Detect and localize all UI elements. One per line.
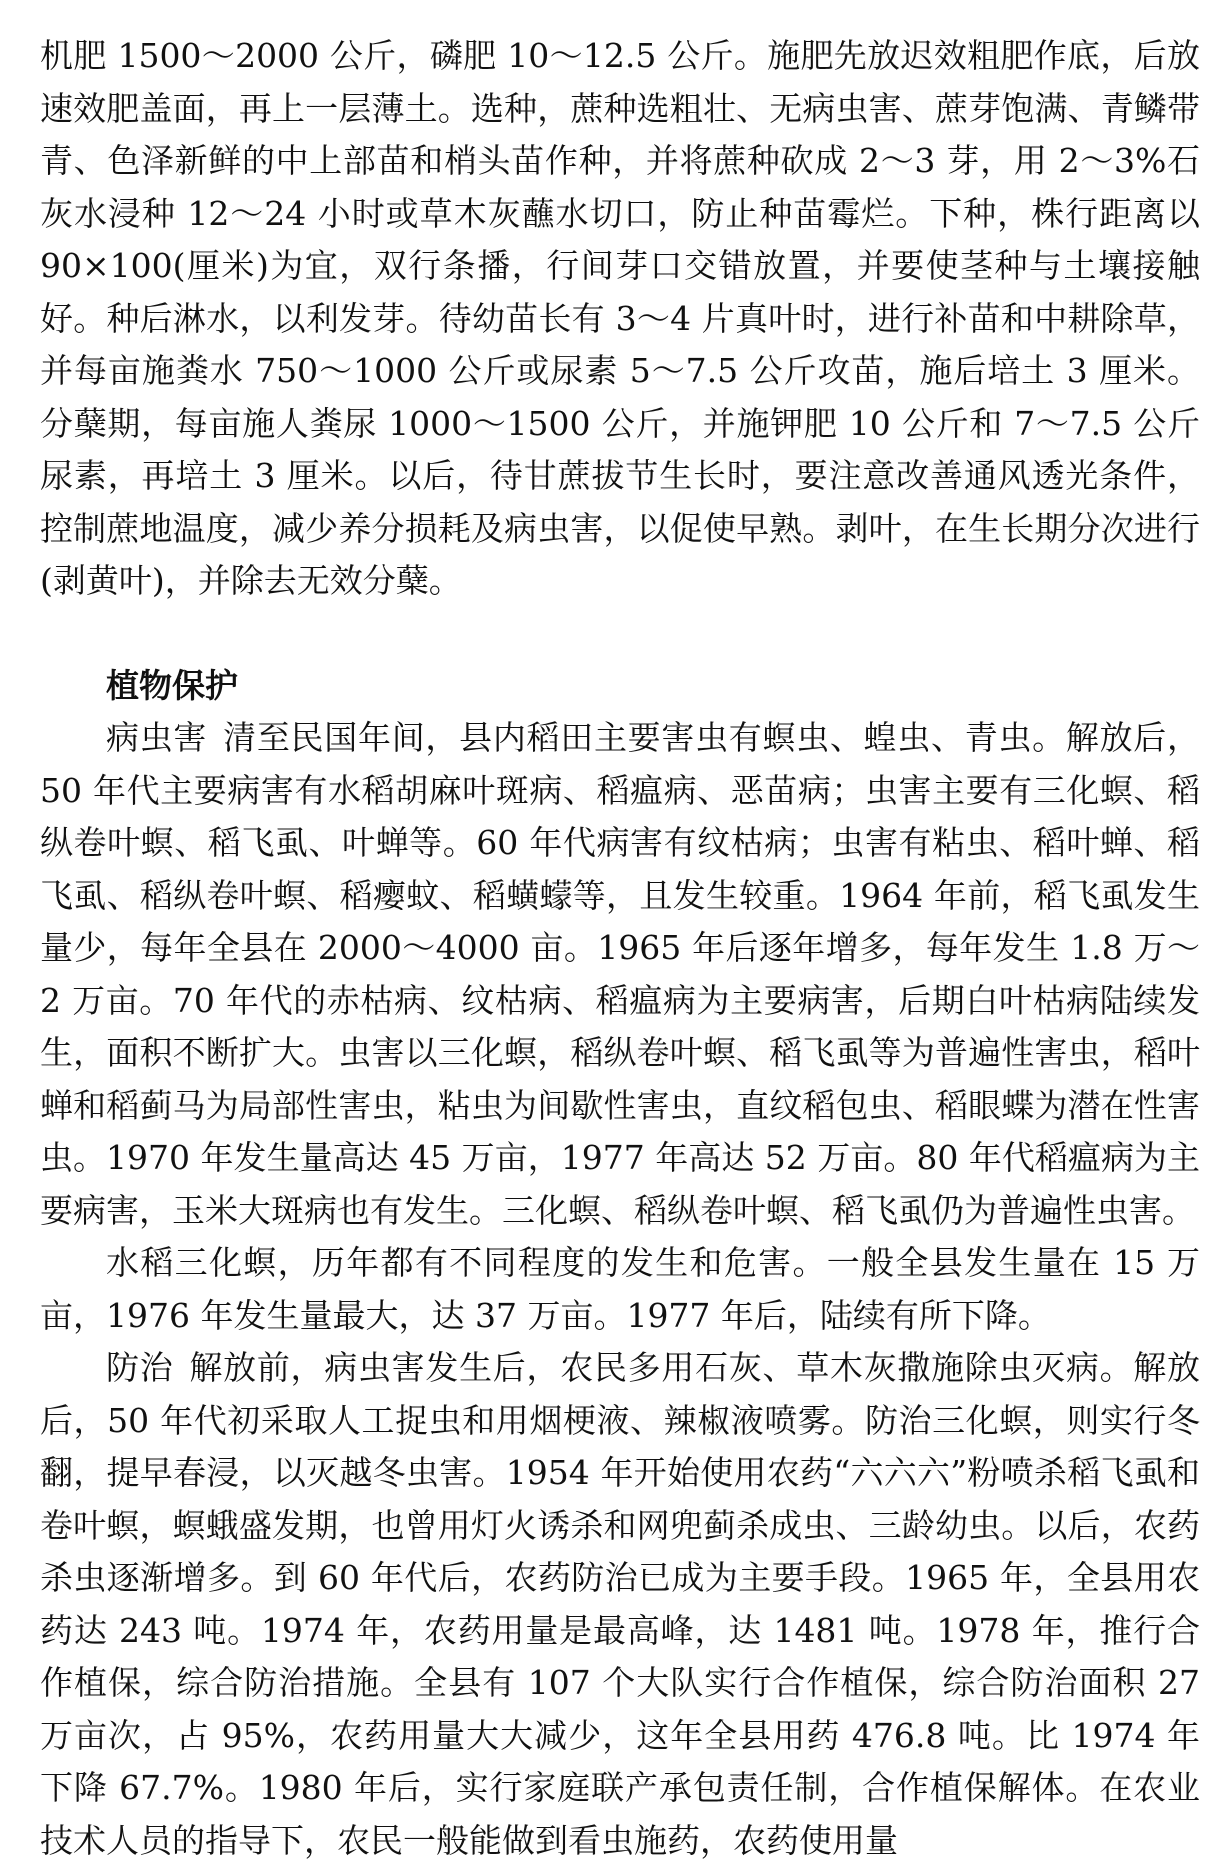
pests-text: 清至民国年间，县内稻田主要害虫有螟虫、蝗虫、青虫。解放后，50 年代主要病害有水稻胡麻叶斑病、稻瘟病、恶苗病；虫害主要有三化螟、稻纵卷叶螟、稻飞虱、叶蝉等。60 年代病害有纹枯病；虫害有粘虫、稻叶蝉、稻飞虱、稻纵卷叶螟、稻瘿蚊、稻蟥蠓等，且发生较重。1964 年前，稻飞虱发生量少，每年全县在 2000～4000 亩。1965 年后逐年增多，每年发生 1.8 万～2 万亩。70 年代的赤枯病、纹枯病、稻瘟病为主要病害，后期白叶枯病陆续发生，面积不断扩大。虫害以三化螟，稻纵卷叶螟、稻飞虱等为普遍性害虫，稻叶蝉和稻蓟马为局部性害虫，粘虫为间歇性害虫，直纹稻包虫、稻眼蝶为潜在性害虫。1970 年发生量高达 45 万亩，1977 年高达 52 万亩。80 年代稻瘟病为主要病害，玉米大斑病也有发生。三化螟、稻纵卷叶螟、稻飞虱仍为普遍性虫害。	[40, 718, 1201, 1230]
control-lead-label: 防治	[106, 1348, 174, 1387]
pests-lead-label: 病虫害	[106, 718, 208, 757]
pests-paragraph	[40, 712, 1200, 1237]
section-heading: 植物保护	[106, 665, 238, 705]
borer-paragraph: 水稻三化螟，历年都有不同程度的发生和危害。一般全县发生量在 15 万亩，1976 年发生量最大，达 37 万亩。1977 年后，陆续有所下降。	[40, 1243, 1200, 1335]
section-gap	[40, 608, 1200, 660]
document-page	[40, 30, 1200, 1867]
control-paragraph	[40, 1342, 1200, 1867]
continuation-paragraph: 机肥 1500～2000 公斤，磷肥 10～12.5 公斤。施肥先放迟效粗肥作底，后放速效肥盖面，再上一层薄土。选种，蔗种选粗壮、无病虫害、蔗芽饱满、青鳞带青、色泽新鲜的中上部苗和梢头苗作种，并将蔗种砍成 2～3 芽，用 2～3%石灰水浸种 12～24 小时或草木灰蘸水切口，防止种苗霉烂。下种，株行距离以 90×100(厘米)为宜，双行条播，行间芽口交错放置，并要使茎种与土壤接触好。种后淋水，以利发芽。待幼苗长有 3～4 片真叶时，进行补苗和中耕除草，并每亩施粪水 750～1000 公斤或尿素 5～7.5 公斤攻苗，施后培土 3 厘米。分蘖期，每亩施人粪尿 1000～1500 公斤，并施钾肥 10 公斤和 7～7.5 公斤尿素，再培土 3 厘米。以后，待甘蔗拔节生长时，要注意改善通风透光条件，控制蔗地温度，减少养分损耗及病虫害，以促使早熟。剥叶，在生长期分次进行(剥黄叶)，并除去无效分蘖。	[40, 36, 1200, 600]
control-text: 解放前，病虫害发生后，农民多用石灰、草木灰撒施除虫灭病。解放后，50 年代初采取人工捉虫和用烟梗液、辣椒液喷雾。防治三化螟，则实行冬翻，提早春浸，以灭越冬虫害。1954 年开始使用农药“六六六”粉喷杀稻飞虱和卷叶螟，螟蛾盛发期，也曾用灯火诱杀和网兜蓟杀成虫、三龄幼虫。以后，农药杀虫逐渐增多。到 60 年代后，农药防治已成为主要手段。1965 年，全县用农药达 243 吨。1974 年，农药用量是最高峰，达 1481 吨。1978 年，推行合作植保，综合防治措施。全县有 107 个大队实行合作植保，综合防治面积 27 万亩次，占 95%，农药用量大大减少，这年全县用药 476.8 吨。比 1974 年下降 67.7%。1980 年后，实行家庭联产承包责任制，合作植保解体。在农业技术人员的指导下，农民一般能做到看虫施药，农药使用量	[40, 1348, 1201, 1860]
